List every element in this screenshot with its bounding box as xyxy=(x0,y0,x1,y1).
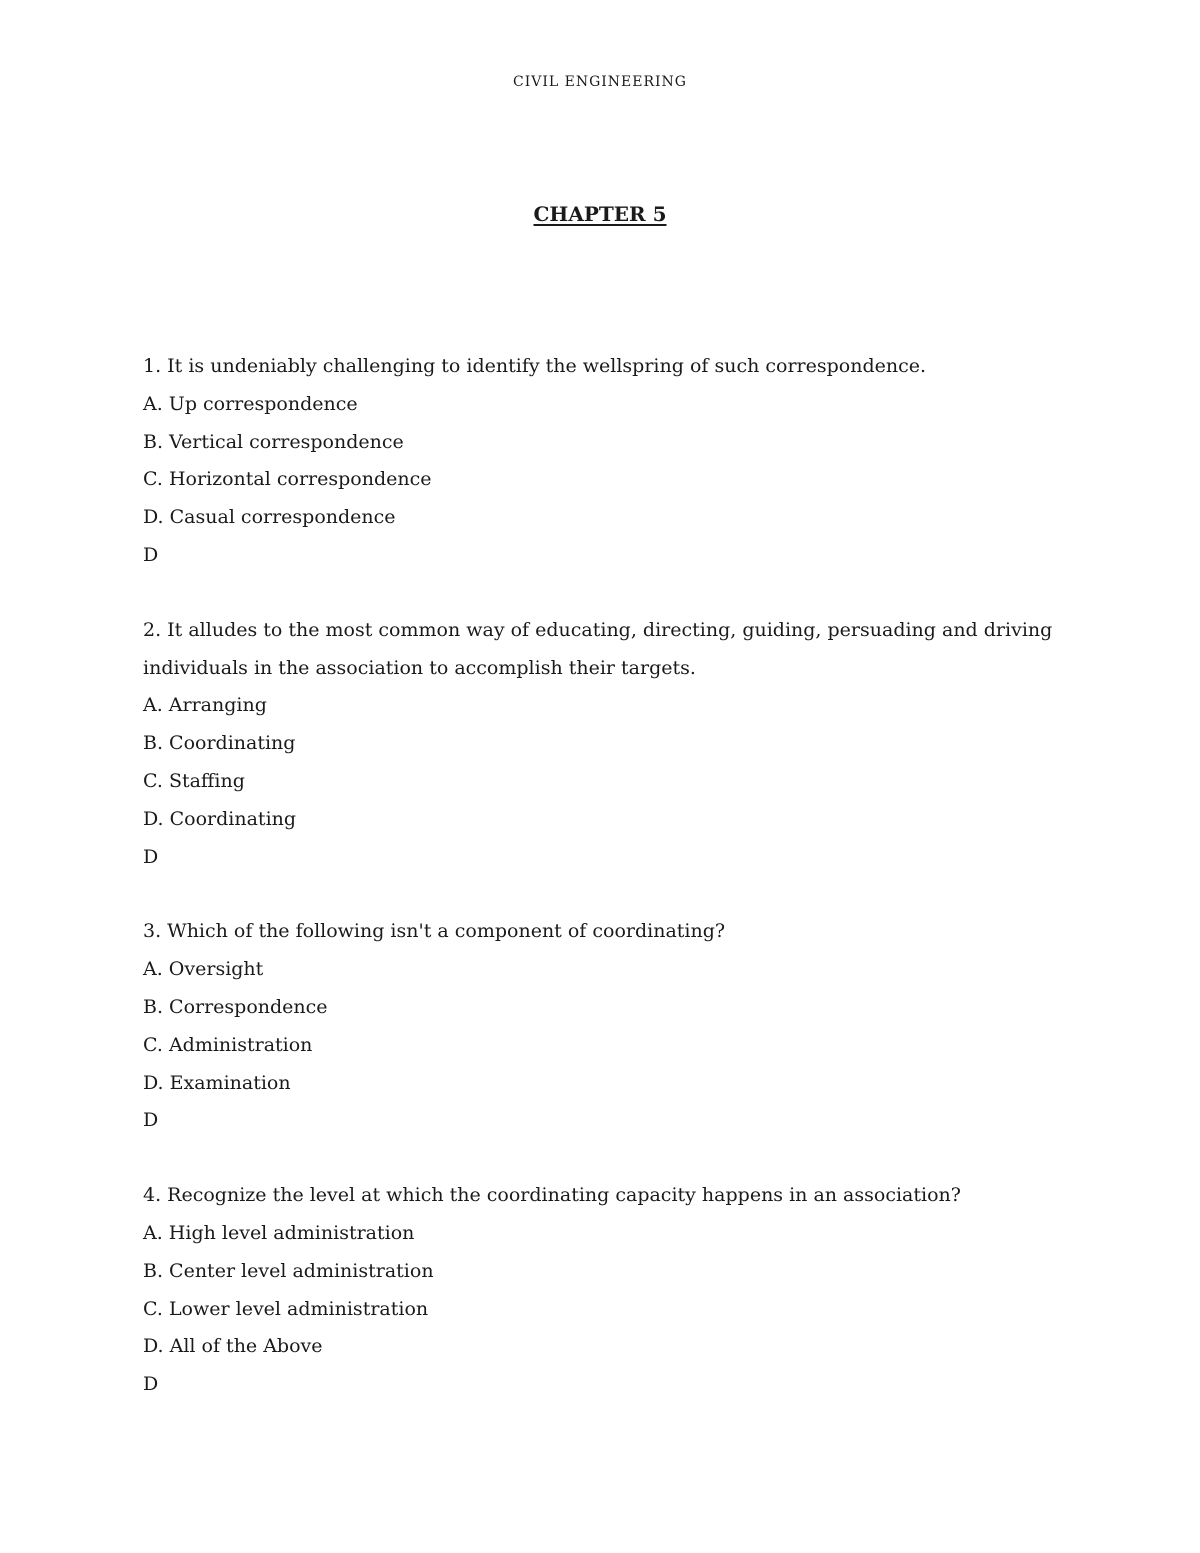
option-a: A. Arranging xyxy=(143,694,267,717)
answer: D xyxy=(143,1373,159,1396)
option-a: A. High level administration xyxy=(143,1221,415,1244)
question-list xyxy=(143,348,1073,1441)
option-b: B. Coordinating xyxy=(143,732,296,755)
option-c: C. Staffing xyxy=(143,769,245,792)
option-c: C. Horizontal correspondence xyxy=(143,468,432,491)
question-stem: 4. Recognize the level at which the coordinating capacity happens in an association? xyxy=(143,1184,961,1207)
question-stem: 2. It alludes to the most common way of educating, directing, guiding, persuading and driving individuals in the association to accomplish their targets. xyxy=(143,618,1053,679)
question-stem: 1. It is undeniably challenging to identify the wellspring of such correspondence. xyxy=(143,355,927,377)
option-b: B. Vertical correspondence xyxy=(143,430,404,453)
question-3 xyxy=(143,913,1073,1140)
option-b: B. Center level administration xyxy=(143,1259,434,1282)
option-d: D. All of the Above xyxy=(143,1335,323,1358)
option-a: A. Up correspondence xyxy=(143,392,358,415)
option-a: A. Oversight xyxy=(143,958,264,981)
answer: D xyxy=(143,1109,159,1132)
answer: D xyxy=(143,845,159,868)
option-c: C. Lower level administration xyxy=(143,1297,429,1320)
option-d: D. Casual correspondence xyxy=(143,506,396,529)
question-4 xyxy=(143,1177,1073,1404)
option-c: C. Administration xyxy=(143,1033,313,1056)
question-stem: 3. Which of the following isn't a component of coordinating? xyxy=(143,920,726,943)
running-header: CIVIL ENGINEERING xyxy=(512,74,687,90)
option-d: D. Coordinating xyxy=(143,807,297,830)
option-d: D. Examination xyxy=(143,1071,291,1094)
question-2 xyxy=(143,612,1073,877)
question-1 xyxy=(143,348,1073,575)
answer: D xyxy=(143,543,159,566)
option-b: B. Correspondence xyxy=(143,995,328,1018)
chapter-title: CHAPTER 5 xyxy=(533,202,667,226)
